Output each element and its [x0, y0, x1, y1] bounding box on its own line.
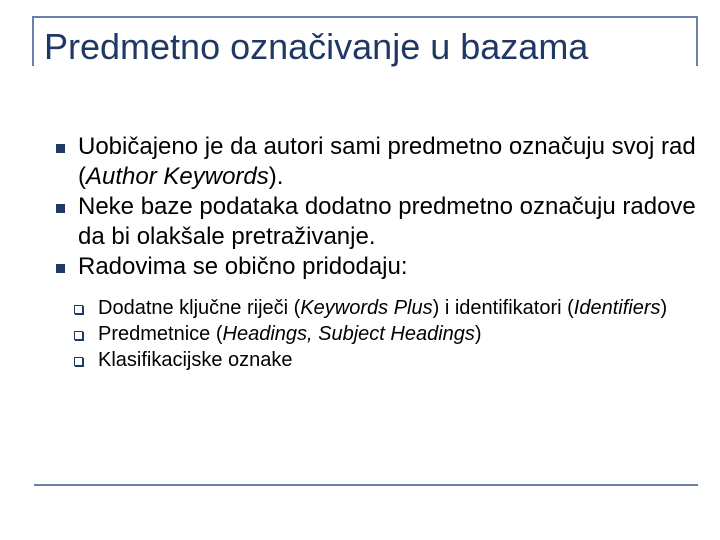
hollow-square-bullet-icon — [74, 357, 83, 366]
sub-bullet-text-part: ) — [474, 323, 482, 345]
sub-bullet-text-italic: Headings, Subject Headings — [222, 323, 475, 345]
sub-bullet-text: Klasifikacijske oznake — [98, 349, 293, 371]
sub-bullet-item — [56, 296, 696, 320]
sub-bullet-list — [56, 296, 696, 372]
bullet-text: Radovima se obično pridodaju: — [78, 253, 408, 280]
bullet-item — [56, 252, 696, 282]
bullet-text-italic: Author Keywords — [86, 163, 269, 190]
hollow-square-bullet-icon — [74, 331, 83, 340]
slide-content — [56, 132, 696, 372]
slide-title: Predmetno označivanje u bazama — [44, 26, 589, 67]
sub-bullet-item — [56, 348, 696, 372]
bullet-item — [56, 192, 696, 252]
bullet-text: Neke baze podataka dodatno predmetno označuju radove da bi olakšale pretraživanje. — [78, 193, 696, 250]
sub-bullet-text-part: ) — [660, 297, 668, 319]
hollow-square-bullet-icon — [74, 305, 83, 314]
bottom-rule — [34, 484, 698, 486]
title-frame-left-rule — [32, 16, 34, 66]
sub-bullet-item — [56, 322, 696, 346]
sub-bullet-text-part: Dodatne ključne riječi ( — [98, 297, 301, 319]
square-bullet-icon — [56, 204, 65, 213]
title-frame-right-rule — [696, 16, 698, 66]
bullet-item — [56, 132, 696, 192]
sub-bullet-text-italic: Keywords Plus — [300, 297, 433, 319]
square-bullet-icon — [56, 264, 65, 273]
bullet-text-part: ). — [268, 163, 284, 190]
bullet-text-part: Uobičajeno je da autori sami predmetno označuju svoj rad ( — [78, 133, 696, 190]
sub-bullet-text-part: ) i identifikatori ( — [432, 297, 574, 319]
sub-bullet-text-part: Predmetnice ( — [98, 323, 223, 345]
sub-bullet-text-italic: Identifiers — [573, 297, 661, 319]
square-bullet-icon — [56, 144, 65, 153]
title-frame-top-rule — [32, 16, 698, 18]
